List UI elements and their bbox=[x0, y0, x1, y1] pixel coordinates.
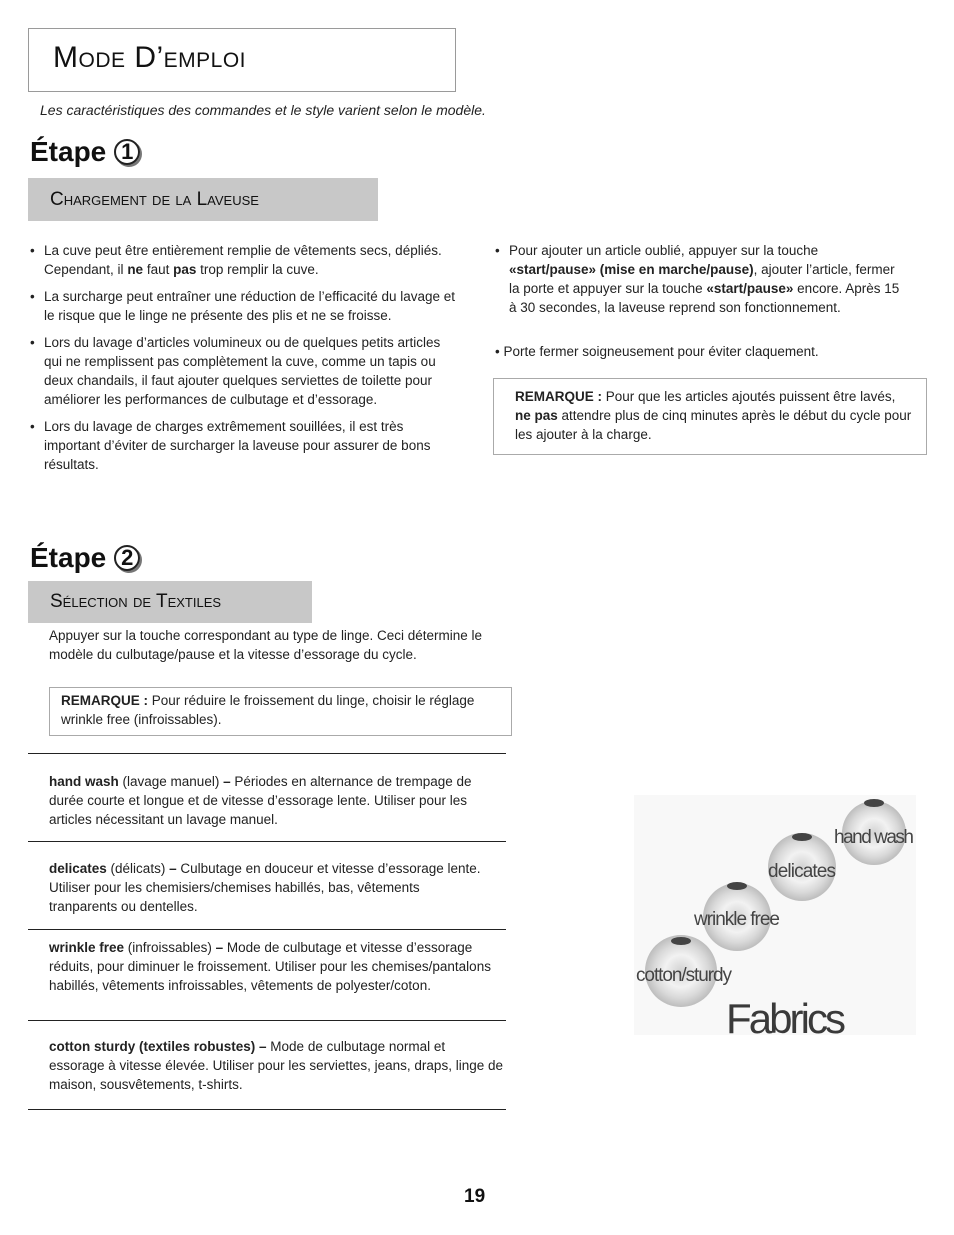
step1-right-list bbox=[495, 241, 905, 325]
indicator-light-icon bbox=[727, 882, 747, 890]
divider bbox=[28, 929, 506, 930]
cycle-hand-wash: hand wash (lavage manuel) – Périodes en alternance de trempage de durée courte et longue et de vitesse d’essorage lente. Utiliser pour les articles nécessitant un lavage manuel. bbox=[49, 774, 472, 827]
divider bbox=[28, 841, 506, 842]
cotton-sturdy-label: cotton/sturdy bbox=[636, 965, 732, 986]
step2-remark-box: REMARQUE : Pour réduire le froissement du linge, choisir le réglage wrinkle free (infroissables). bbox=[49, 687, 512, 736]
remark-label: REMARQUE : bbox=[61, 693, 148, 708]
list-item: • Pour ajouter un article oublié, appuyer sur la touche «start/pause» (mise en marche/pause), ajouter l’article, fermer la porte et appuyer sur la touche «start/pause» encore. Après 15 à 30 secondes, la laveuse reprend son fonctionnement. bbox=[495, 241, 905, 317]
cycle-wrinkle-free: wrinkle free (infroissables) – Mode de culbutage et vitesse d’essorage réduits, pour diminuer le froissement. Utiliser pour les chemises/pantalons habillés, vêtements infroissables, vêtements de polyester/coton. bbox=[49, 940, 491, 993]
divider bbox=[28, 1020, 506, 1021]
fabrics-label: Fabrics bbox=[726, 995, 846, 1035]
cycle-delicates: delicates (délicats) – Culbutage en douceur et vitesse d’essorage lente. Utiliser pour les chemisiers/chemises habillés, bas, vêtements tranparents ou dentelles. bbox=[49, 861, 481, 914]
delicates-label: delicates bbox=[768, 861, 836, 882]
step1-heading bbox=[30, 136, 140, 168]
list-item: • Lors du lavage d’articles volumineux ou de quelques petits articles qui ne remplissent pas complètement la cuve, comme un tapis ou deux chandails, il faut ajouter quelques serviettes de toilette pour améliorer les performances de culbutage et d’essorage. bbox=[30, 333, 460, 409]
step2-intro: Appuyer sur la touche correspondant au type de linge. Ceci détermine le modèle du culbutage/pause et la vitesse d’essorage du cycle. bbox=[49, 628, 483, 662]
page-title: Mode D’emploi bbox=[53, 41, 247, 74]
remark-label: REMARQUE : bbox=[515, 389, 602, 404]
page-number: 19 bbox=[464, 1186, 486, 1207]
list-item: • La surcharge peut entraîner une réduction de l’efficacité du lavage et le risque que le linge ne présente des plis et ne se froisse. bbox=[30, 287, 460, 325]
door-note: • Porte fermer soigneusement pour éviter claquement. bbox=[495, 344, 819, 359]
wrinkle-free-label: wrinkle free bbox=[694, 909, 780, 930]
indicator-light-icon bbox=[792, 833, 812, 841]
step2-heading bbox=[30, 542, 140, 574]
step1-label: Étape bbox=[30, 136, 107, 167]
cycle-cotton-sturdy: cotton sturdy (textiles robustes) – Mode de culbutage normal et essorage à vitesse élevée. Utiliser pour les serviettes, jeans, draps, linge de maison, sousvêtements, t-shirts. bbox=[49, 1039, 503, 1092]
step1-section-title: Chargement de la Laveuse bbox=[50, 188, 259, 210]
page-title-box bbox=[28, 28, 456, 92]
step2-section-title: Sélection de Textiles bbox=[50, 591, 222, 612]
fabrics-panel-image bbox=[634, 795, 916, 1035]
step2-label: Étape bbox=[30, 542, 107, 573]
indicator-light-icon bbox=[864, 799, 884, 807]
step1-section-bar bbox=[28, 178, 378, 221]
subtitle: Les caractéristiques des commandes et le style varient selon le modèle. bbox=[40, 102, 486, 118]
step1-number-icon: 1 bbox=[114, 139, 140, 165]
list-item: • Lors du lavage de charges extrêmement souillées, il est très important d’éviter de surcharger la laveuse pour assurer de bons résultats. bbox=[30, 417, 460, 474]
step1-remark-box: REMARQUE : Pour que les articles ajoutés puissent être lavés, ne pas attendre plus de cinq minutes après le début du cycle pour les ajouter à la charge. bbox=[493, 378, 927, 455]
list-item: • La cuve peut être entièrement remplie de vêtements secs, dépliés. Cependant, il ne faut pas trop remplir la cuve. bbox=[30, 241, 460, 279]
hand-wash-label: hand wash bbox=[834, 827, 914, 848]
divider bbox=[28, 753, 506, 754]
step2-section-bar bbox=[28, 581, 312, 623]
divider bbox=[28, 1109, 506, 1110]
indicator-light-icon bbox=[671, 937, 691, 945]
step2-number-icon: 2 bbox=[114, 545, 140, 571]
step1-left-list bbox=[30, 241, 460, 482]
